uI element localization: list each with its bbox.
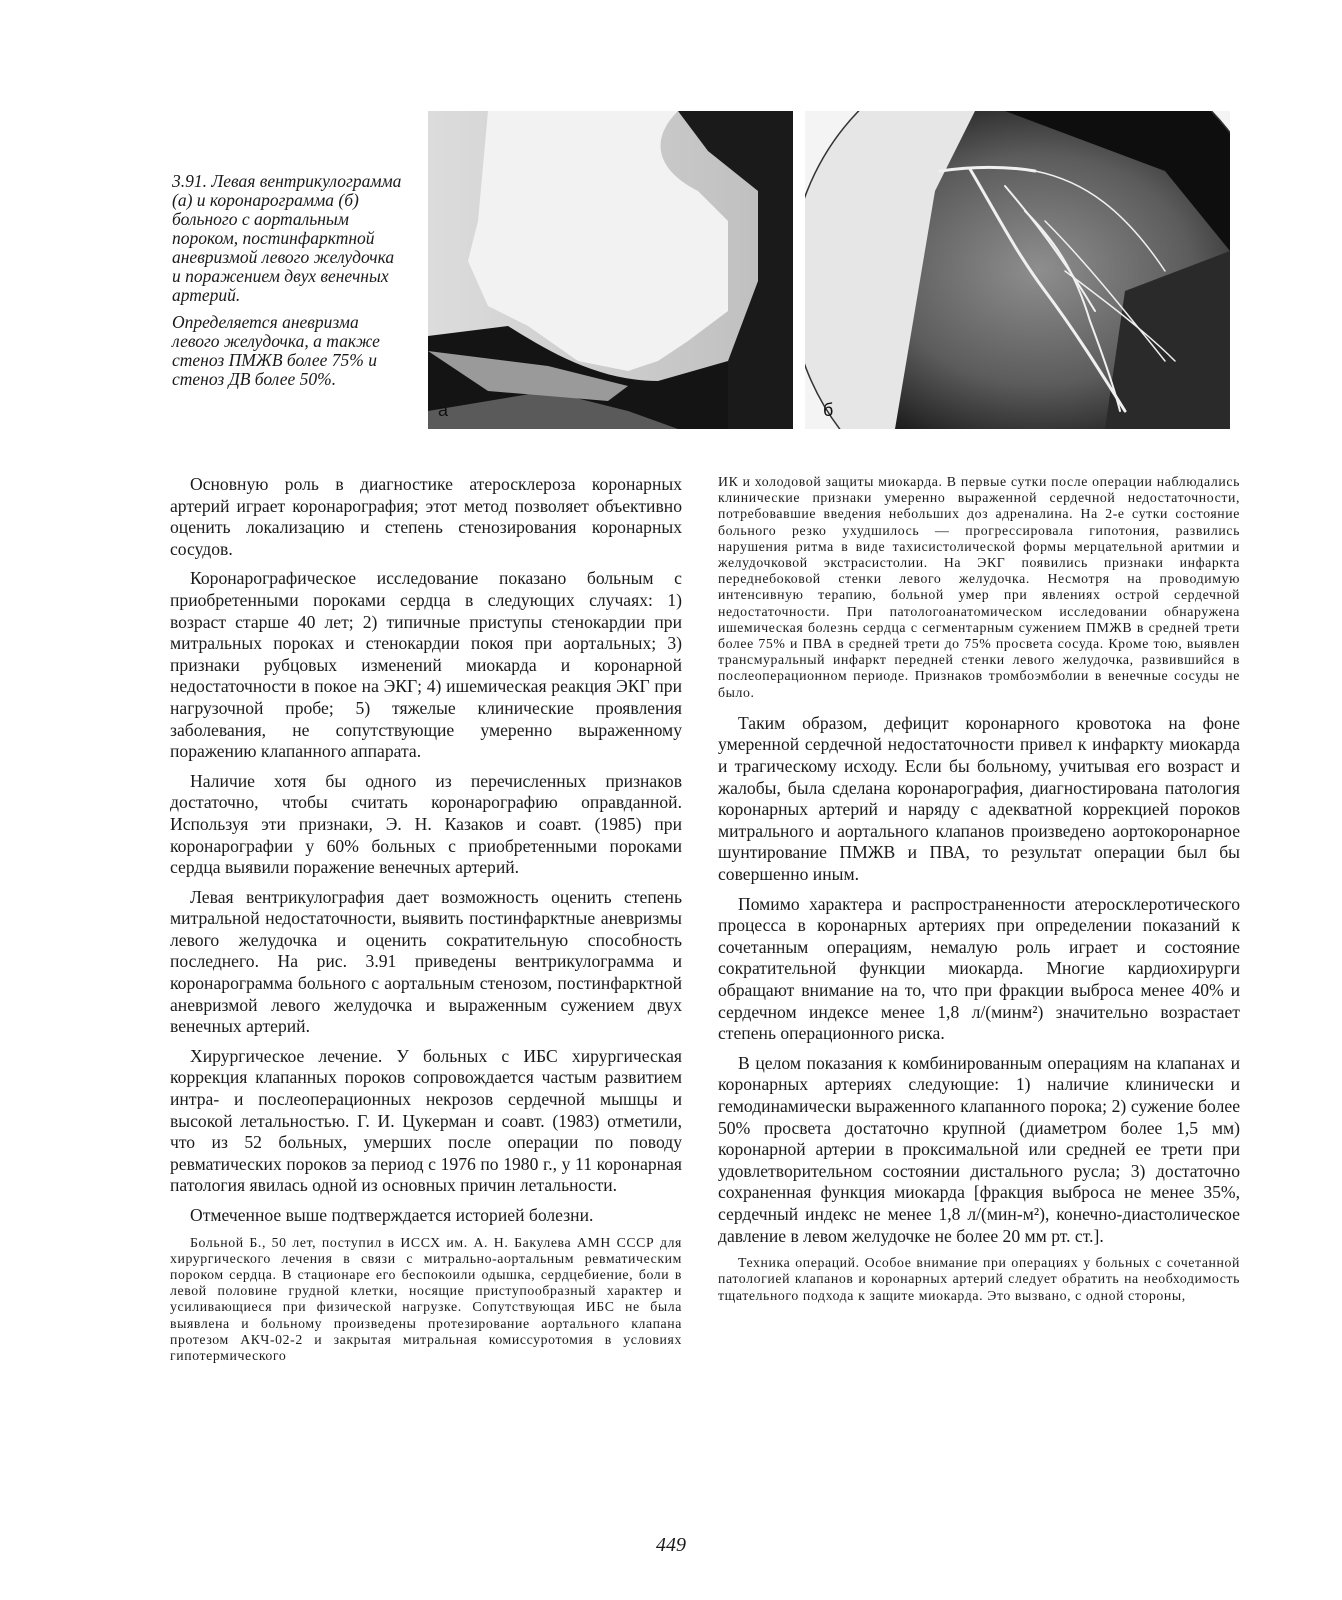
right-column [718,474,1240,1316]
figure-caption-detail: Определяется аневризма левого желудочка, а также стеноз ПМЖВ более 75% и стеноз ДВ более 50%. [172,312,380,389]
figure-label-b: б [823,400,834,420]
paragraph-myocardial-function: Помимо характера и распространенности атеросклеротического процесса в коронарных артериях при определении показаний к сочетанным операциям, немалую роль играет и состояние сократительной функции миокарда. Многие кардиохирурги обращают внимание на то, что при фракции выброса менее 40% и сердечном индексе менее 1,8 л/(минм²) значительно возрастает степень операционного риска. [718,893,1240,1044]
ventriculogram-image [428,111,793,429]
paragraph-combined-indications: В целом показания к комбинированным операциям на клапанах и коронарных артериях следующие: 1) наличие клинически и гемодинамически выраженного клапанного порока; 2) сужение более 50% просвета достаточно крупной (диаметром более 1,5 мм) коронарной артерии в проксимальной или средней ее трети при удовлетворительном состоянии дистального русла; 3) достаточно сохраненная функция миокарда [фракция выброса не менее 35%, сердечный индекс не менее 1,8 л/(мин-м²), конечно-диастолическое давление в левом желудочке не более 20 мм рт. ст.]. [718,1052,1240,1246]
paragraph-operation-technique: Техника операций. Особое внимание при операциях у больных с сочетанной патологией клапанов и коронарных артерий следует обратить на необходимость тщательного подхода к защите миокарда. Это вызвано, с одной стороны, [718,1255,1240,1303]
case-history-part1: Больной Б., 50 лет, поступил в ИССХ им. А. Н. Бакулева АМН СССР для хирургического лечения в связи с митрально-аортальным ревматическим пороком сердца. В стационаре его беспокоили одышка, сердцебиение, боли в левой половине грудной клетки, носящие приступообразный характер и усиливающиеся при физической нагрузке. Сопутствующая ИБС не была выявлена и больному произведены протезирование аортального клапана протезом АКЧ-02-2 и закрытая митральная комиссуротомия в условиях гипотермического [170,1234,682,1364]
paragraph-case-intro: Отмеченное выше подтверждается историей болезни. [190,1205,594,1225]
figure-caption [172,172,407,397]
figure-caption-main: 3.91. Левая вентрикулограмма (а) и коронарограмма (б) больного с аортальным пороком, постинфарктной аневризмой левого желудочка и поражением двух венечных артерий. [172,171,402,305]
paragraph-indications: Коронарографическое исследование показано больным с приобретенными пороками сердца в следующих случаях: 1) возраст старше 40 лет; 2) типичные приступы стенокардии при митральных пороках и стенокардии покоя при аортальных; 3) признаки рубцовых изменений миокарда и коронарной недостаточности в покое на ЭКГ; 4) ишемическая реакция ЭКГ при нагрузочной пробе; 5) тяжелые клинические проявления заболевания, не сопутствующие умеренно выраженному поражению клапанного аппарата. [170,568,682,762]
coronarogram-image [805,111,1230,429]
ventriculogram-graphic [428,111,793,429]
page-number: 449 [656,1534,686,1556]
case-history-part2: ИК и холодовой защиты миокарда. В первые сутки после операции наблюдались клинические признаки умеренно выраженной сердечной недостаточности, потребовавшие введения небольших доз адреналина. На 2-е сутки состояние больного резко ухудшилось — прогрессировала гипотония, развились нарушения ритма в виде тахисистолической формы мерцательной аритмии и желудочковой экстрасистолии. На ЭКГ появились признаки инфаркта переднебоковой стенки левого желудочка. Несмотря на проводимую интенсивную терапию, больной умер при явлениях острой сердечной недостаточности. При патологоанатомическом исследовании обнаружена ишемическая болезнь сердца с сегментарным сужением ПМЖВ в средней трети более 75% и ПВА в средней трети до 75% просвета сосуда. Кроме тою, выявлен трансмуральный инфаркт передней стенки левого желудочка, развившийся в послеоперационном периоде. Признаков тромбоэмболии в венечные сосуды не было. [718,474,1240,700]
figure-label-a: а [438,400,449,420]
left-column [170,474,682,1376]
paragraph-sufficiency: Наличие хотя бы одного из перечисленных признаков достаточно, чтобы считать коронарографию оправданной. Используя эти признаки, Э. Н. Казаков и соавт. (1985) при коронарографии у 60% больных с приобретенными пороками сердца выявили поражение венечных артерий. [170,770,682,878]
coronarogram-graphic [805,111,1230,429]
paragraph-surgical-treatment: Хирургическое лечение. У больных с ИБС хирургическая коррекция клапанных пороков сопровождается частым развитием интра- и послеоперационных некрозов сердечной мышцы и высокой летальностью. Г. И. Цукерман и соавт. (1983) отметили, что из 52 больных, умерших после операции по поводу ревматических пороков за период с 1976 по 1980 г., у 11 коронарная патология явилась одной из основных причин летальности. [170,1045,682,1196]
paragraph-conclusion: Таким образом, дефицит коронарного кровотока на фоне умеренной сердечной недостаточности привел к инфаркту миокарда и трагическому исходу. Если бы больному, учитывая его возраст и жалобы, была сделана коронарография, диагностирована патология коронарных артерий и наряду с адекватной коррекцией пороков митрального и аортального клапанов произведено аортокоронарное шунтирование ПМЖВ и ПВА, то результат операции был бы совершенно иным. [718,712,1240,884]
paragraph-coronarography-role: Основную роль в диагностике атеросклероза коронарных артерий играет коронарография; этот метод позволяет объективно оценить локализацию и степень стенозирования коронарных сосудов. [170,474,682,559]
paragraph-ventriculography: Левая вентрикулография дает возможность оценить степень митральной недостаточности, выявить постинфарктные аневризмы левого желудочка и оценить сократительную способность последнего. На рис. 3.91 приведены вентрикулограмма и коронарограмма больного с аортальным стенозом, постинфарктной аневризмой левого желудочка и выраженным сужением двух венечных артерий. [170,886,682,1037]
